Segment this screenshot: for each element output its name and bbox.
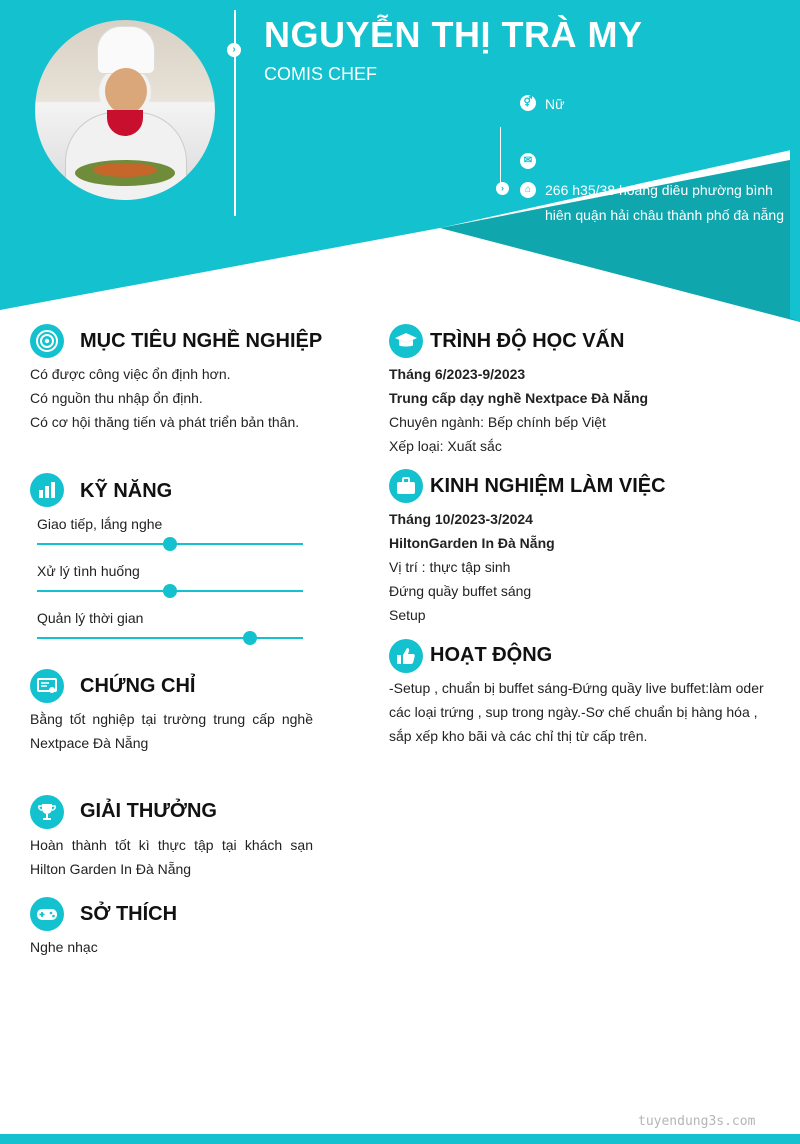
- awards-title: GIẢI THƯỞNG: [80, 800, 217, 822]
- gamepad-icon: [30, 897, 64, 931]
- experience-period: Tháng 10/2023-3/2024: [389, 511, 533, 527]
- watermark: tuyendung3s.com: [638, 1114, 756, 1129]
- education-school: Trung cấp dạy nghề Nextpace Đà Nẵng: [389, 390, 649, 406]
- email-icon: ✉: [520, 153, 536, 169]
- objective-title: MỤC TIÊU NGHỀ NGHIỆP: [80, 330, 323, 352]
- skill-level-knob: [163, 537, 177, 551]
- chevron-right-icon: ›: [496, 182, 509, 195]
- target-icon: [30, 324, 64, 358]
- chevron-right-icon: ›: [227, 43, 241, 57]
- trophy-icon: [30, 795, 64, 829]
- home-icon: ⌂: [520, 182, 536, 198]
- hobbies-title: SỞ THÍCH: [80, 903, 178, 925]
- experience-duty: Đứng quầy buffet sáng: [389, 583, 532, 599]
- education-title: TRÌNH ĐỘ HỌC VẤN: [430, 330, 625, 352]
- skill-label: Giao tiếp, lắng nghe: [37, 516, 163, 532]
- skill-level-knob: [243, 631, 257, 645]
- education-major: Chuyên ngành: Bếp chính bếp Việt: [389, 414, 606, 430]
- skill-label: Quản lý thời gian: [37, 610, 144, 626]
- candidate-name: NGUYỄN THỊ TRÀ MY: [264, 14, 643, 55]
- skills-title: KỸ NĂNG: [80, 480, 173, 502]
- graduation-cap-icon: [389, 324, 423, 358]
- skill-level-knob: [163, 584, 177, 598]
- experience-duty: Setup: [389, 607, 426, 623]
- objective-line: Có cơ hội thăng tiến và phát triển bản thân.: [30, 414, 300, 430]
- objective-line: Có được công việc ổn định hơn.: [30, 366, 231, 382]
- gender-icon: ⚥: [520, 95, 536, 111]
- experience-details: [389, 507, 779, 627]
- thumbs-up-icon: [389, 639, 423, 673]
- contact-gender: Nữ: [545, 96, 565, 112]
- bar-chart-icon: [30, 473, 64, 507]
- certificate-icon: [30, 669, 64, 703]
- experience-position: Vị trí : thực tập sinh: [389, 559, 511, 575]
- education-details: [389, 362, 779, 458]
- experience-title: KINH NGHIỆM LÀM VIỆC: [430, 475, 666, 497]
- certificates-title: CHỨNG CHỈ: [80, 675, 196, 697]
- briefcase-icon: [389, 469, 423, 503]
- contact-divider: [500, 127, 501, 189]
- objective-line: Có nguồn thu nhập ổn định.: [30, 390, 203, 406]
- contact-address: 266 h35/38 hoàng diêu phường bình hiên quận hải châu thành phố đà nẵng: [545, 182, 784, 223]
- avatar: [35, 20, 215, 200]
- job-title: COMIS CHEF: [264, 64, 378, 84]
- education-rank: Xếp loại: Xuất sắc: [389, 438, 502, 454]
- certificates-text: Bằng tốt nghiệp tại trường trung cấp nghề Nextpace Đà Nẵng: [30, 711, 313, 751]
- objective-text: [30, 362, 320, 434]
- activities-text: -Setup , chuẩn bị buffet sáng-Đứng quầy live buffet:làm oder các loại trứng , sup trong ngày.-Sơ chế chuẩn bị hàng hóa , sắp xếp kho bãi và các chỉ thị từ cấp trên.: [389, 680, 764, 744]
- header-divider: [234, 10, 236, 216]
- experience-company: HiltonGarden In Đà Nẵng: [389, 535, 555, 551]
- skill-bar: [37, 637, 303, 639]
- skill-label: Xử lý tình huống: [37, 563, 140, 579]
- activities-title: HOẠT ĐỘNG: [430, 644, 553, 666]
- awards-text: Hoàn thành tốt kì thực tập tại khách sạn Hilton Garden In Đà Nẵng: [30, 837, 313, 877]
- footer-bar: [0, 1134, 800, 1144]
- education-period: Tháng 6/2023-9/2023: [389, 366, 526, 382]
- hobbies-text: Nghe nhạc: [30, 939, 98, 955]
